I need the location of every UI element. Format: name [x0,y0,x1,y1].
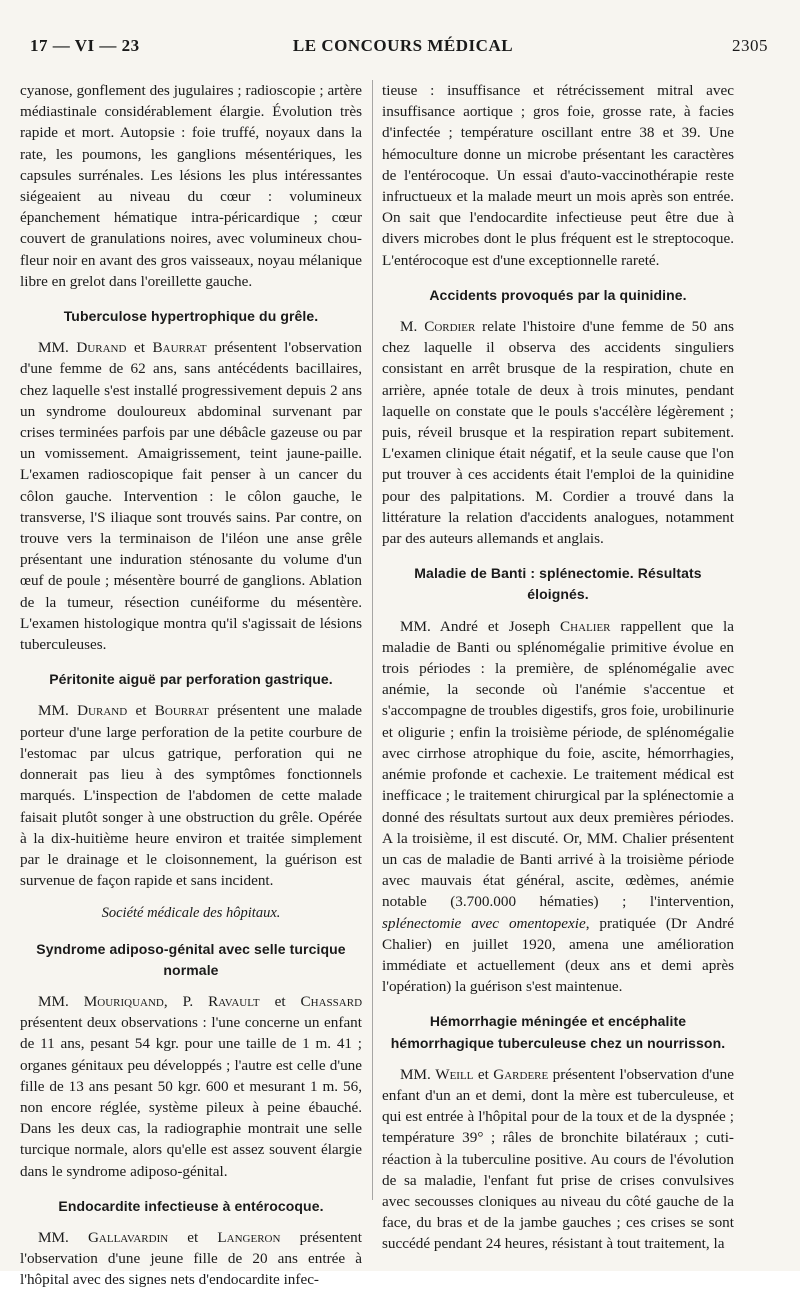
page-header [30,36,776,60]
page-number: 2305 [732,36,768,55]
section-heading-hemorrhagie: Hémorrhagie méningée et encéphalite hémorrhagique tuberculeuse chez un nourrisson. [390,1013,726,1051]
author-name: Cordier [424,318,476,336]
paragraph-tuberculose: MM. Durand et Baurrat présentent l'observation d'une femme de 62 ans, sans antécédents bacillaires, chez laquelle s'est installé progressivement depuis 2 ans un syndrome douloureux abdominal survenant par crises terminées parfois par une débâcle gazeuse ou par un vomissement. Amaigrissement, teint jaune-paille. L'examen radioscopique fait penser à un cancer du côlon gauche. Intervention : le côlon gauche, le transverse, l'S iliaque sont trouvés sains. Par contre, on trouve vers la terminaison de l'iléon une anse grêle présentant une induration sténosante du volume d'un œuf de poule ; mésentère bourré de ganglions. Ablation de la tumeur, résection cunéiforme du mésentère. L'examen histologique montra qu'il s'agissait de lésions tuberculeuses. [20,339,362,654]
paragraph-hemorrhagie: MM. Weill et Gardere présentent l'observation d'une enfant d'un an et demi, dont la mère est tuberculeuse, et qui est entrée à l'hôpital pour de la toux et de la dyspnée ; température 39° ; râles de bronchite bilatéraux ; cuti-réaction à la tuberculine positive. Au cours de l'évolution de sa maladie, l'enfant fut prise de crises convulsives avec secousses cloniques au niveau du côté gauche de la face, du bras et de la jambe gauches ; ces crises se sont succédé pendant 24 heures, résistant à tout traitement, la [382,1065,735,1253]
column-divider [372,80,373,1200]
section-heading-endocardite: Endocardite infectieuse à entérocoque. [58,1197,324,1214]
section-heading-banti: Maladie de Banti : splénectomie. Résultats éloignés. [414,565,702,603]
paragraph-continued: cyanose, gonflement des jugulaires ; radioscopie ; artère médiastinale considérablement élargie. Évolution très rapide et mort. Autopsie : foie truffé, noyaux dans la rate, les poumons, les ganglions mésentériques, les capsules surrénales. Les lésions les plus intéressantes siégeaient au niveau du cœur : volumineux épanchement hématique intra-péricardique ; cœur couvert de granulations noires, avec volumineux chou-fleur noir en avant des gros vaisseaux, noyau mélanique libre en grelot dans l'oreillette gauche. [20,82,362,290]
author-name: Gallavardin [87,1228,169,1246]
author-name: Chalier [560,617,611,635]
left-column [20,80,362,1297]
paragraph-peritonite: MM. Durand et Bourrat présentent une malade porteur d'une large perforation de la petite courbure de l'estomac par ulcus gatrique, perforation qui ne donnerait pas lieu à des symptômes fonctionnels marqués. L'inspection de l'abdomen de cette malade faisait plutôt songer à une obstruction du grêle. Opérée à la dix-huitième heure environ et traitée simplement par le drainage et le cloisonnement, la guérison est survenue de façon rapide et sans incident. [20,702,362,890]
author-name: Mouriquand [83,992,164,1010]
procedure-name: splénectomie avec omentopexie [382,914,586,932]
author-name: Chassard [300,992,363,1010]
section-heading-quinidine: Accidents provoqués par la quinidine. [429,286,687,303]
paragraph-endocardite: MM. Gallavardin et Langeron présentent l'observation d'une jeune fille de 20 ans entrée à l'hôpital avec des signes nets d'endocardite infec- [20,1228,362,1289]
section-heading-tuberculose: Tuberculose hypertrophique du grêle. [63,308,319,325]
section-heading-syndrome: Syndrome adiposo-génital avec selle turcique normale [36,940,346,978]
author-name: Durand [77,702,128,720]
author-name: Durand [76,339,127,357]
paragraph-syndrome: MM. Mouriquand, P. Ravault et Chassard présentent deux observations : l'une concerne un enfant de 11 ans, pesant 54 kgr. pour une taille de 1 m. 41 ; organes génitaux peu développés ; l'autre est celle d'une fille de 13 ans pesant 50 kgr. 600 et mesurant 1 m. 56, non encore réglée, système pileux à peine ébauché. Dans les deux cas, la radiographie montrait une selle turcique normale, alors qu'elle est assez souvent élargie dans le syndrome adiposo-génital. [20,992,363,1180]
author-name: Baurrat [152,339,207,357]
paragraph-banti: MM. André et Joseph Chalier rappellent que la maladie de Banti ou splénomégalie primitive évolue en trois périodes : la première, de splénomégalie avec anémie, la seconde où l'anémie s'accentue et s'accompagne de troubles digestifs, gros foie, urobilinurie et oligurie ; enfin la troisième période, de splénomégalie avec cirrhose atrophique du foie, ascite, hémorrhagies, anémie profonde et cachexie. Le traitement médical est inefficace ; le traitement chirurgical par la splénectomie a donné des résultats surtout aux deux premières périodes. A la troisième, il est discuté. Or, MM. Chalier présentent un cas de maladie de Banti arrivé à la troisième période avec mauvais état général, ascite, œdèmes, anémie notable (3.700.000 hématies) ; l'intervention, splénectomie avec omentopexie, pratiquée (Dr André Chalier) en juillet 1920, amena une amélioration immédiate et actuellement (deux ans et demi après l'opération) la guérison s'est maintenue. [382,617,734,996]
right-column [382,80,734,1261]
author-name: Ravault [208,992,260,1010]
issue-date: 17 — VI — 23 [30,36,140,55]
author-name: Langeron [217,1228,281,1246]
author-name: Gardere [493,1065,549,1083]
author-name: Weill [435,1065,474,1083]
paragraph-quinidine: M. Cordier relate l'histoire d'une femme de 50 ans chez laquelle il observa des accidents singuliers consistant en arrêt brusque de la respiration, chute en arrière, apnée totale de deux à trois minutes, pendant laquelle on constate que le pouls s'accélère légèrement ; puis, réveil brusque et la respiration repart subitement. L'examen clinique était négatif, et la seule cause que l'on put trouver à ces accidents était l'emploi de la quinidine pour des palpitations. M. Cordier a trouvé dans la littérature la relation d'accidents analogues, notamment par des auteurs allemands et anglais. [382,318,734,548]
journal-title: LE CONCOURS MÉDICAL [292,36,514,55]
paragraph-continued: tieuse : insuffisance et rétrécissement mitral avec insuffisance aortique ; gros foie, grosse rate, à facies d'infectée ; température oscillant entre 38 et 39. Une hémoculture donne un microbe présentant les caractères de l'entérocoque. Un essai d'auto-vaccinothérapie reste infructueux et la malade meurt un mois après son entrée. On sait que l'endocardite infectieuse peut être due à divers microbes dont le plus fréquent est le streptocoque. L'entérocoque est d'une exceptionnelle rareté. [382,82,734,269]
section-heading-peritonite: Péritonite aiguë par perforation gastrique. [49,671,333,688]
author-name: Bourrat [154,702,209,720]
society-subtitle: Société médicale des hôpitaux. [101,905,281,922]
